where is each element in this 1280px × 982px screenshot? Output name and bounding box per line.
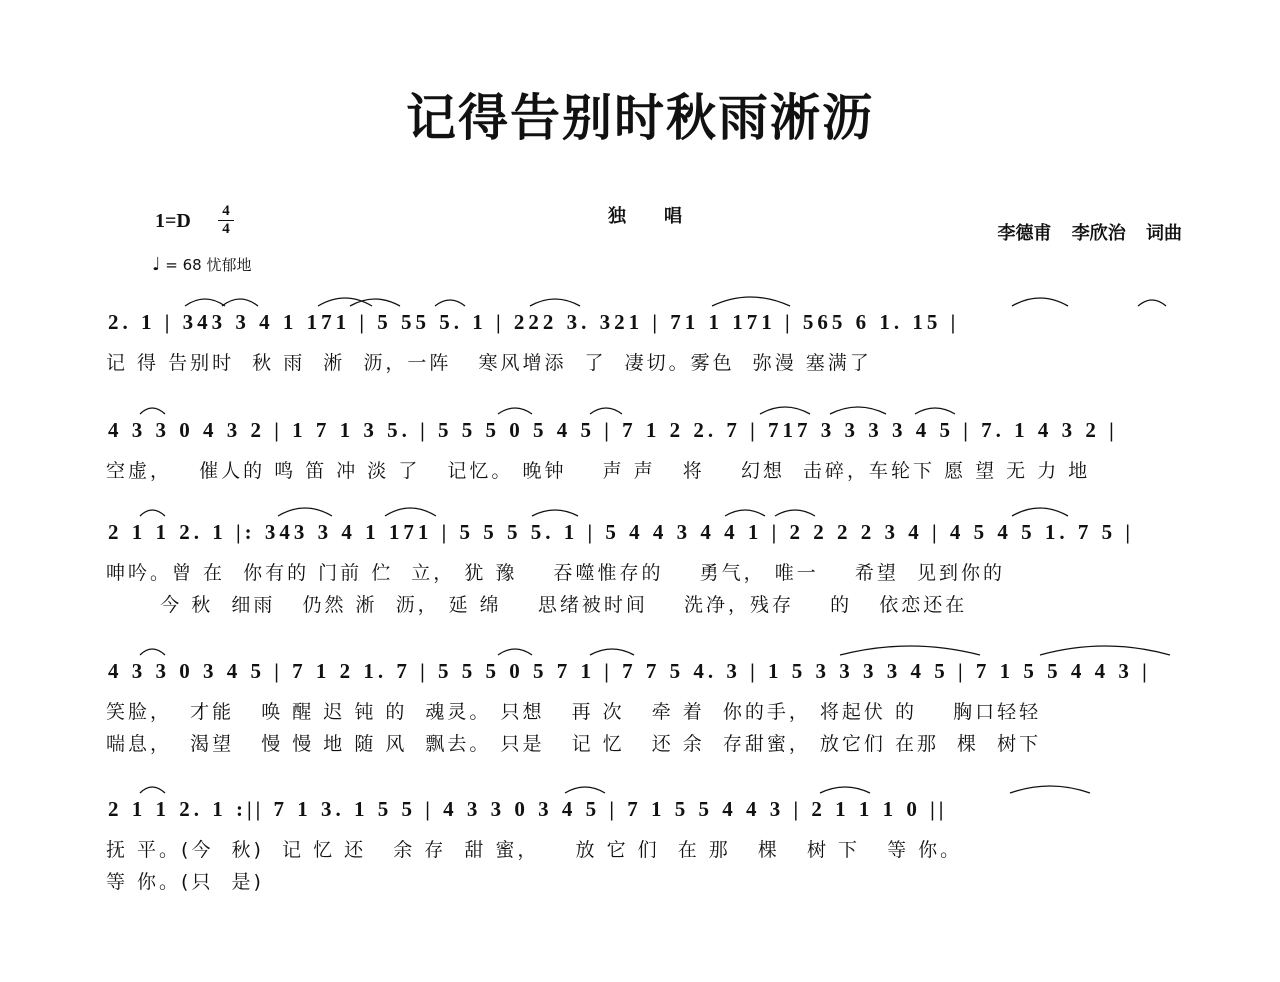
slur-mark <box>590 649 634 655</box>
song-title: 记得告别时秋雨淅沥 <box>406 88 874 147</box>
notation-line-5: 2 1 1 2. 1 :|| 7 1 3. 1 5 5 | 4 3 3 0 3 4 5 | 7 1 5 5 4 4 3 | 2 1 1 1 0 || <box>108 797 948 821</box>
slur-mark <box>185 299 225 306</box>
lyrics-line-4-verse-1: 笑脸， 才能 唤 醒 迟 钝 的 魂灵。 只想 再 次 牵 着 你的手， 将起伏 的 胸口轻轻 <box>106 701 1042 723</box>
slur-mark <box>565 787 605 793</box>
slur-mark <box>318 298 372 306</box>
slur-mark <box>830 407 886 414</box>
slur-mark <box>1012 508 1068 516</box>
slur-mark <box>725 510 765 516</box>
slur-mark <box>140 787 165 793</box>
slur-mark <box>532 510 578 516</box>
lyrics-line-5-verse-1: 抚 平。(今 秋) 记 忆 还 余 存 甜 蜜， 放 它 们 在 那 棵 树 下 等 你。 <box>106 839 963 861</box>
slur-mark <box>1012 298 1068 306</box>
composer-credits: 李德甫 李欣治 词曲 <box>997 223 1182 244</box>
slur-mark <box>222 299 258 306</box>
notation-line-1: 2. 1 | 343 3 4 1 171 | 5 55 5. 1 | 222 3. 321 | 71 1 171 | 565 6 1. 15 | <box>108 310 960 334</box>
slur-mark <box>140 510 165 516</box>
slur-mark <box>498 649 532 655</box>
slur-mark <box>498 408 532 414</box>
lyrics-line-3-verse-2: 今 秋 细雨 仍然 淅 沥， 延 绵 思绪被时间 洗净，残存 的 依恋还在 <box>106 594 968 616</box>
slur-mark <box>278 508 332 516</box>
lyrics-line-2-verse-1: 空虚， 催人的 鸣 笛 冲 淡 了 记忆。 晚钟 声 声 将 幻想 击碎，车轮下 愿 望 无 力 地 <box>106 460 1091 482</box>
slur-mark <box>760 407 810 414</box>
performance-style: 独唱 <box>608 206 720 227</box>
slur-mark <box>385 508 436 516</box>
slur-mark <box>915 408 955 414</box>
slur-mark <box>1010 786 1090 793</box>
slur-mark <box>1138 300 1166 306</box>
lyrics-line-4-verse-2: 喘息， 渴望 慢 慢 地 随 风 飘去。 只是 记 忆 还 余 存甜蜜， 放它们 在那 棵 树下 <box>106 733 1042 755</box>
lyrics-line-1-verse-1: 记 得 告别时 秋 雨 淅 沥，一阵 寒风增添 了 凄切。雾色 弥漫 塞满了 <box>106 352 872 374</box>
lyrics-line-5-verse-2: 等 你。(只 是) <box>106 871 264 893</box>
time-signature-top: 4 <box>222 203 230 219</box>
slur-mark <box>712 297 790 306</box>
notation-line-4: 4 3 3 0 3 4 5 | 7 1 2 1. 7 | 5 5 5 0 5 7 1 | 7 7 5 4. 3 | 1 5 3 3 3 3 4 5 | 7 1 5 5 4 4 3 | <box>108 659 1151 683</box>
tempo-text: = 68 忧郁地 <box>165 256 252 274</box>
slur-mark <box>140 408 165 414</box>
slur-mark <box>530 299 580 306</box>
slur-mark <box>435 300 465 306</box>
notation-line-3: 2 1 1 2. 1 |: 343 3 4 1 171 | 5 5 5 5. 1 | 5 4 4 3 4 4 1 | 2 2 2 2 3 4 | 4 5 4 5 1. 7 5 | <box>108 520 1134 544</box>
slur-mark <box>1040 646 1170 655</box>
quarter-note-icon: ♩ <box>152 254 161 275</box>
slur-mark <box>775 510 815 516</box>
slur-mark <box>820 787 870 793</box>
key-signature: 1=D <box>155 210 191 232</box>
slur-mark <box>140 649 165 655</box>
lyrics-line-3-verse-1: 呻吟。曾 在 你有的 门前 伫 立， 犹 豫 吞噬惟存的 勇气， 唯一 希望 见到你的 <box>106 562 1005 584</box>
time-signature-bottom: 4 <box>222 221 230 237</box>
slur-mark <box>590 408 622 414</box>
slur-mark <box>840 646 980 655</box>
notation-line-2: 4 3 3 0 4 3 2 | 1 7 1 3 5. | 5 5 5 0 5 4 5 | 7 1 2 2. 7 | 717 3 3 3 3 4 5 | 7. 1 4 3 2 | <box>108 418 1118 442</box>
